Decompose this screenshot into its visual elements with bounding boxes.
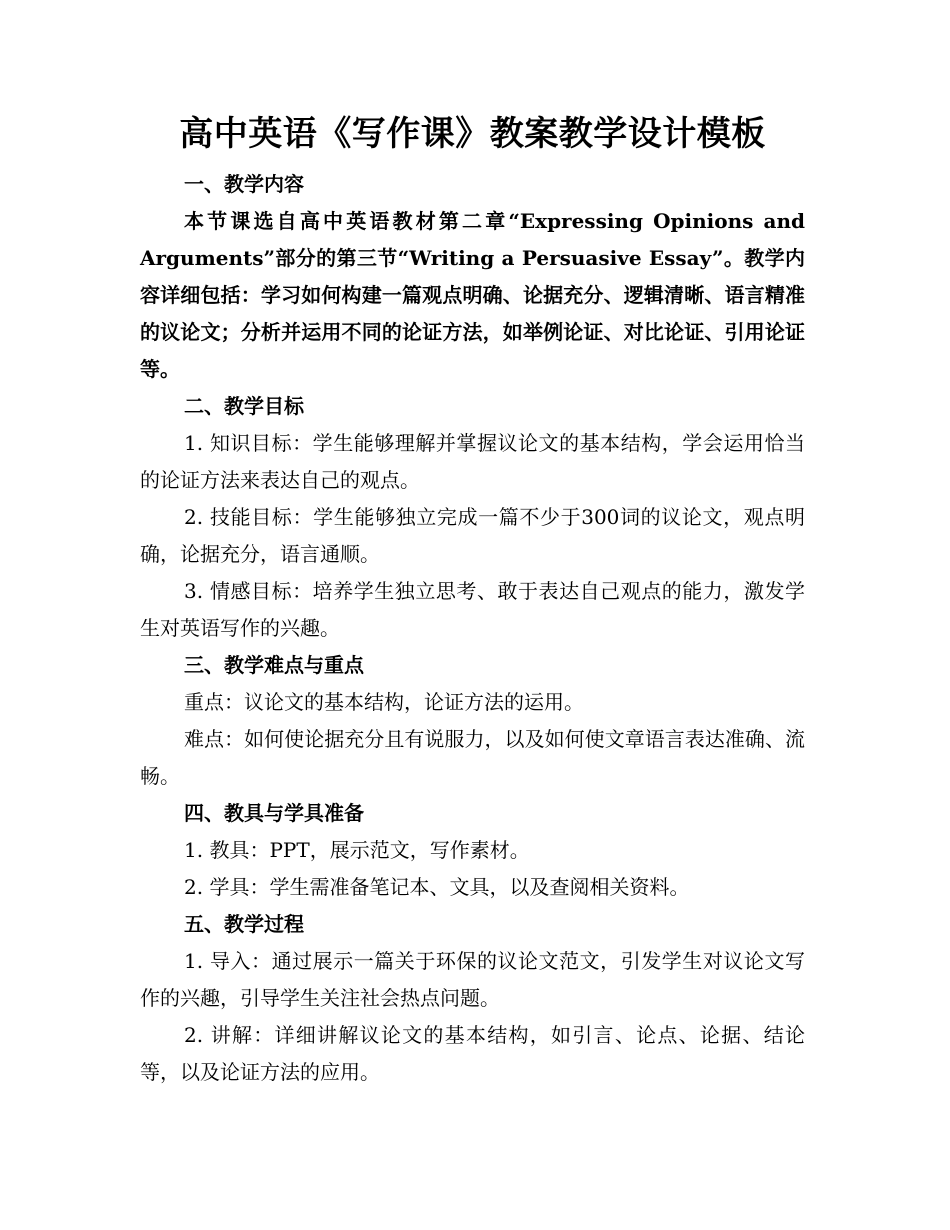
section-heading: 四、教具与学具准备 bbox=[184, 801, 364, 825]
paragraph: 重点：议论文的基本结构，论证方法的运用。 bbox=[184, 690, 584, 714]
section-teaching-aids bbox=[140, 795, 805, 906]
paragraph: 1. 导入：通过展示一篇关于环保的议论文范文，引发学生对议论文写作的兴趣，引导学生关注社会热点问题。 bbox=[140, 949, 805, 1010]
section-teaching-content bbox=[140, 166, 805, 388]
paragraph: 难点：如何使论据充分且有说服力，以及如何使文章语言表达准确、流畅。 bbox=[140, 727, 805, 788]
paragraph: 2. 讲解：详细讲解议论文的基本结构，如引言、论点、论据、结论等，以及论证方法的应用。 bbox=[140, 1023, 805, 1084]
paragraph: 2. 技能目标：学生能够独立完成一篇不少于300词的议论文，观点明确，论据充分，语言通顺。 bbox=[140, 505, 805, 566]
section-heading: 一、教学内容 bbox=[184, 172, 304, 196]
paragraph: 1. 知识目标：学生能够理解并掌握议论文的基本结构，学会运用恰当的论证方法来表达自己的观点。 bbox=[140, 431, 805, 492]
paragraph: 1. 教具：PPT，展示范文，写作素材。 bbox=[184, 838, 530, 862]
section-teaching-process bbox=[140, 906, 805, 1091]
paragraph: 3. 情感目标：培养学生独立思考、敢于表达自己观点的能力，激发学生对英语写作的兴趣。 bbox=[140, 579, 805, 640]
section-heading: 二、教学目标 bbox=[184, 394, 304, 418]
section-teaching-objectives bbox=[140, 388, 805, 647]
section-heading: 五、教学过程 bbox=[184, 912, 304, 936]
section-difficulties-and-key-points bbox=[140, 647, 805, 795]
paragraph: 2. 学具：学生需准备笔记本、文具，以及查阅相关资料。 bbox=[184, 875, 690, 899]
document-title: 高中英语《写作课》教案教学设计模板 bbox=[179, 114, 766, 154]
document-body bbox=[140, 108, 805, 1091]
paragraph: 本节课选自高中英语教材第二章“Expressing Opinions and Arguments”部分的第三节“Writing a Persuasive Essay”。教学内容详细包括：学习如何构建一篇观点明确、论据充分、逻辑清晰、语言精准的议论文；分析并运用不同的论证方法，如举例论证、对比论证、引用论证等。 bbox=[140, 209, 805, 381]
section-heading: 三、教学难点与重点 bbox=[184, 653, 364, 677]
